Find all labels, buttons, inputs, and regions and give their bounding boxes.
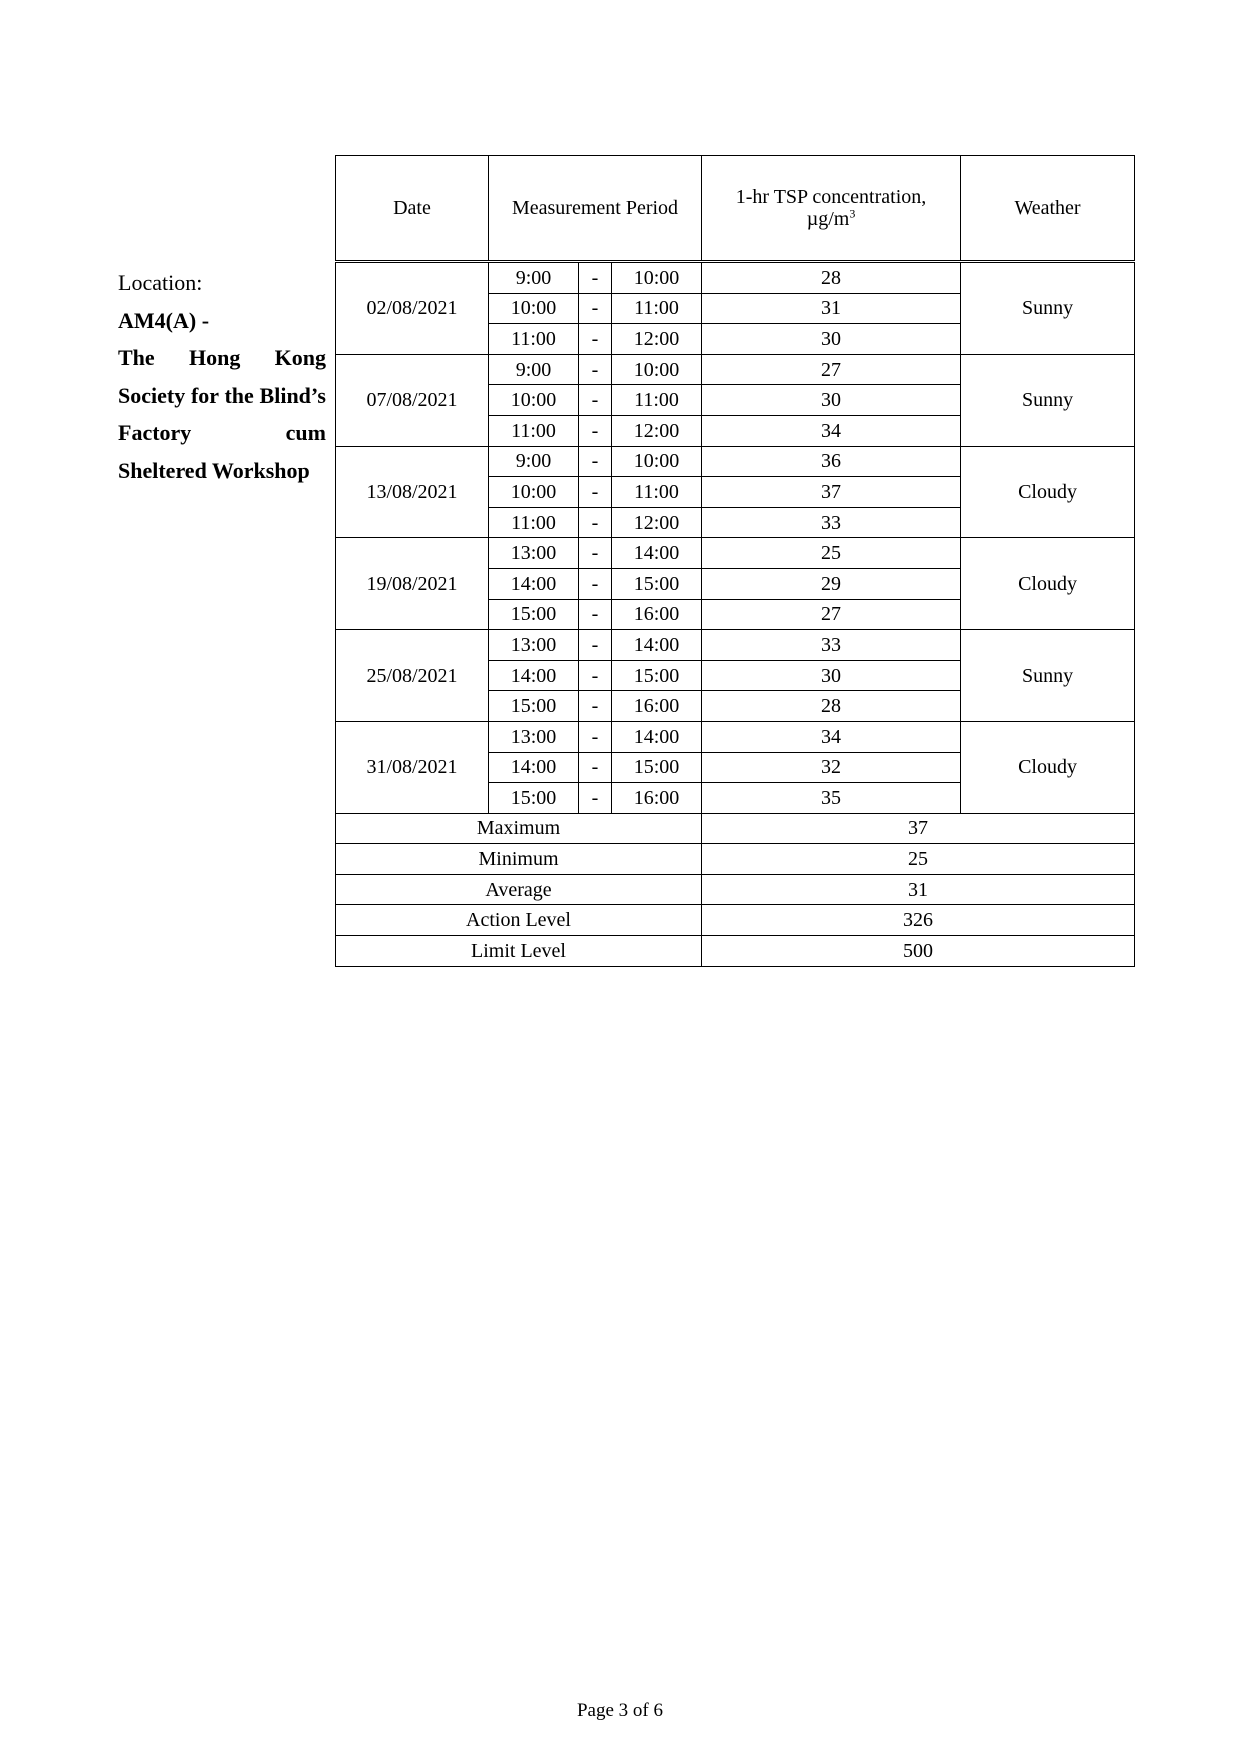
weather-cell: Cloudy (961, 538, 1135, 630)
weather-cell: Cloudy (961, 721, 1135, 813)
table-row (336, 538, 1135, 569)
date-cell: 25/08/2021 (336, 630, 489, 722)
location-block (118, 264, 326, 489)
header-weather: Weather (961, 156, 1135, 262)
date-cell: 07/08/2021 (336, 354, 489, 446)
concentration-cell: 31 (702, 293, 961, 324)
summary-value: 500 (702, 936, 1135, 967)
period-end-cell: 11:00 (612, 477, 702, 508)
period-end-cell: 15:00 (612, 568, 702, 599)
summary-value: 37 (702, 813, 1135, 844)
period-start-cell: 10:00 (489, 293, 579, 324)
period-end-cell: 14:00 (612, 538, 702, 569)
summary-label: Limit Level (336, 936, 702, 967)
date-cell: 19/08/2021 (336, 538, 489, 630)
period-start-cell: 11:00 (489, 415, 579, 446)
summary-label: Maximum (336, 813, 702, 844)
summary-row (336, 844, 1135, 875)
location-code: AM4(A) - (118, 307, 210, 333)
period-dash-cell: - (579, 415, 612, 446)
period-dash-cell: - (579, 630, 612, 661)
summary-row (336, 813, 1135, 844)
period-start-cell: 10:00 (489, 385, 579, 416)
concentration-cell: 28 (702, 262, 961, 294)
period-end-cell: 16:00 (612, 691, 702, 722)
period-start-cell: 15:00 (489, 691, 579, 722)
period-end-cell: 16:00 (612, 783, 702, 814)
period-dash-cell: - (579, 538, 612, 569)
location-name: The Hong Kong Society for the Blind’s Factory cum Sheltered Workshop (118, 345, 326, 483)
period-dash-cell: - (579, 721, 612, 752)
period-dash-cell: - (579, 477, 612, 508)
period-start-cell: 15:00 (489, 783, 579, 814)
summary-row (336, 936, 1135, 967)
table-row (336, 354, 1135, 385)
period-end-cell: 11:00 (612, 385, 702, 416)
period-dash-cell: - (579, 568, 612, 599)
summary-value: 25 (702, 844, 1135, 875)
concentration-cell: 30 (702, 660, 961, 691)
period-dash-cell: - (579, 262, 612, 294)
header-concentration-unit (807, 208, 856, 230)
unit-superscript: 3 (849, 206, 856, 221)
summary-label: Action Level (336, 905, 702, 936)
location-label: Location: (118, 270, 203, 295)
concentration-cell: 27 (702, 354, 961, 385)
header-date: Date (336, 156, 489, 262)
summary-label: Minimum (336, 844, 702, 875)
concentration-cell: 33 (702, 630, 961, 661)
period-dash-cell: - (579, 354, 612, 385)
weather-cell: Sunny (961, 354, 1135, 446)
concentration-cell: 32 (702, 752, 961, 783)
period-start-cell: 9:00 (489, 354, 579, 385)
period-start-cell: 11:00 (489, 507, 579, 538)
page-number: Page 3 of 6 (576, 1700, 663, 1721)
concentration-cell: 30 (702, 324, 961, 355)
table-body (336, 262, 1135, 967)
period-dash-cell: - (579, 446, 612, 477)
header-measurement-period: Measurement Period (489, 156, 702, 262)
period-end-cell: 15:00 (612, 660, 702, 691)
weather-cell: Sunny (961, 262, 1135, 355)
period-end-cell: 11:00 (612, 293, 702, 324)
period-start-cell: 14:00 (489, 568, 579, 599)
period-end-cell: 14:00 (612, 721, 702, 752)
period-dash-cell: - (579, 599, 612, 630)
concentration-cell: 34 (702, 721, 961, 752)
table-header-row (336, 156, 1135, 262)
summary-label: Average (336, 874, 702, 905)
concentration-cell: 27 (702, 599, 961, 630)
concentration-cell: 28 (702, 691, 961, 722)
period-end-cell: 10:00 (612, 262, 702, 294)
period-end-cell: 12:00 (612, 415, 702, 446)
period-dash-cell: - (579, 752, 612, 783)
period-end-cell: 12:00 (612, 324, 702, 355)
table-row (336, 446, 1135, 477)
summary-row (336, 905, 1135, 936)
weather-cell: Sunny (961, 630, 1135, 722)
period-dash-cell: - (579, 783, 612, 814)
period-start-cell: 15:00 (489, 599, 579, 630)
period-start-cell: 11:00 (489, 324, 579, 355)
header-concentration-label: 1-hr TSP concentration, (735, 185, 927, 208)
period-dash-cell: - (579, 385, 612, 416)
period-dash-cell: - (579, 660, 612, 691)
period-end-cell: 10:00 (612, 354, 702, 385)
table-row (336, 721, 1135, 752)
table-row (336, 262, 1135, 294)
period-dash-cell: - (579, 293, 612, 324)
date-cell: 31/08/2021 (336, 721, 489, 813)
concentration-cell: 29 (702, 568, 961, 599)
period-start-cell: 10:00 (489, 477, 579, 508)
unit-base: µg/m (806, 208, 850, 231)
concentration-cell: 37 (702, 477, 961, 508)
tsp-measurement-table (335, 155, 1135, 967)
concentration-cell: 35 (702, 783, 961, 814)
date-cell: 02/08/2021 (336, 262, 489, 355)
date-cell: 13/08/2021 (336, 446, 489, 538)
period-start-cell: 13:00 (489, 538, 579, 569)
period-dash-cell: - (579, 324, 612, 355)
summary-value: 326 (702, 905, 1135, 936)
period-end-cell: 15:00 (612, 752, 702, 783)
period-end-cell: 14:00 (612, 630, 702, 661)
period-start-cell: 9:00 (489, 446, 579, 477)
concentration-cell: 30 (702, 385, 961, 416)
summary-row (336, 874, 1135, 905)
period-end-cell: 16:00 (612, 599, 702, 630)
period-dash-cell: - (579, 507, 612, 538)
weather-cell: Cloudy (961, 446, 1135, 538)
period-start-cell: 9:00 (489, 262, 579, 294)
concentration-cell: 36 (702, 446, 961, 477)
period-end-cell: 12:00 (612, 507, 702, 538)
period-start-cell: 14:00 (489, 752, 579, 783)
period-start-cell: 14:00 (489, 660, 579, 691)
summary-value: 31 (702, 874, 1135, 905)
period-start-cell: 13:00 (489, 721, 579, 752)
concentration-cell: 34 (702, 415, 961, 446)
period-dash-cell: - (579, 691, 612, 722)
header-concentration (702, 156, 961, 262)
table-row (336, 630, 1135, 661)
period-start-cell: 13:00 (489, 630, 579, 661)
concentration-cell: 25 (702, 538, 961, 569)
period-end-cell: 10:00 (612, 446, 702, 477)
concentration-cell: 33 (702, 507, 961, 538)
